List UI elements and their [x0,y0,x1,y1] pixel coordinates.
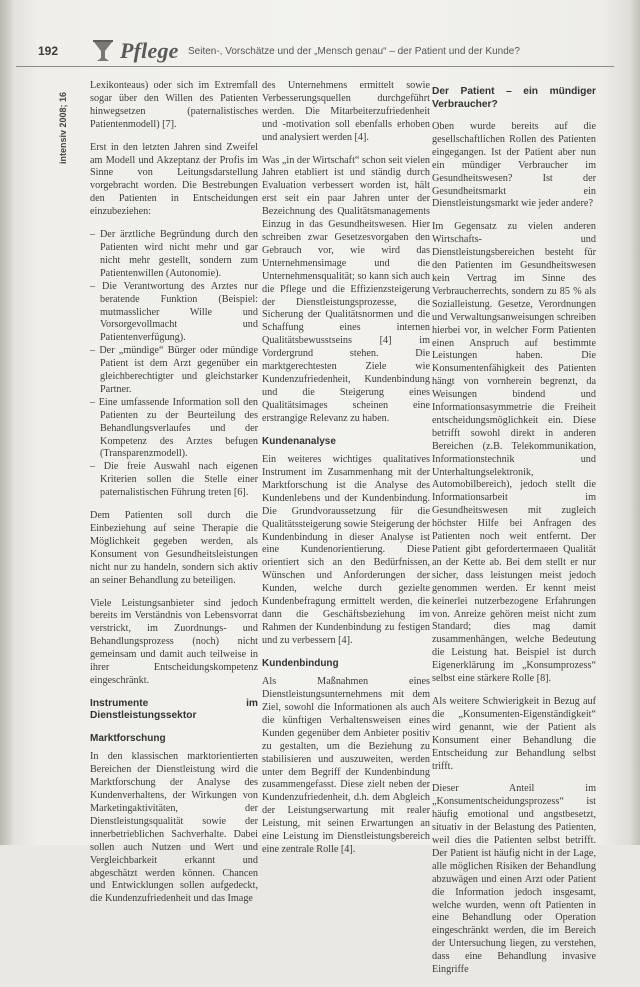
paragraph: Als weitere Schwierigkeit in Bezug auf die „Konsumenten-Eigenständigkeit“ wird genannt, wie der Patient als Konsument einer Behandlung die Entscheidung zur Behandlung selbst trifft. [432,695,596,772]
paragraph: In den klassischen marktorientierten Bereichen der Dienstleistung wird die Marktforschung der Analyse des Kundenverhaltens, der Wirkungen von Marketingaktivitäten, der Dienstleistungsqualität sowie der innerbetrieblichen Sachverhalte. Dabei sollen auch Nutzen und Wert und Vergleichbarkeit erkannt und abgeschätzt werden können. Chancen und Entwicklungen sollen aufgedeckt, die Kundenzufriedenheit und das Image [90,751,258,905]
paragraph: Ein weiteres wichtiges qualitatives Instrument im Zusammenhang mit der Marktforschung ist die Analyse des Kundenlebens und der Kundenbindung. Die Grundvoraussetzung für die Qualitätssteigerung sowie Steigerung der Kundenbindung in dieser Analyse ist eine Kundenorientierung. Diese orientiert sich an den Bedürfnissen, Wünschen und Anforderungen der Kunden, welche durch gezielte Kundenbefragung ermittelt werden, die dann die Geschäftsbeziehung im Rahmen der Kundenbindung zu festigen und zu verbessern [4]. [262,454,430,646]
sub-heading: Marktforschung [90,732,166,744]
paragraph: Viele Leistungsanbieter sind jedoch bereits im Verständnis von Lebensvorrat verstrickt, im Zuordnungs- und Behandlungsprozess (noch) nicht gemeinsam und damit auch teilweise in ihrer Entscheidungskompetenz eingeschränkt. [90,597,258,686]
journal-brand: Pflege [120,38,179,63]
running-title: Seiten-, Vorschätze und der „Mensch genau“ – der Patient und der Kunde? [188,46,520,57]
sub-heading: Kundenbindung [262,657,339,669]
page-header [16,38,616,64]
paragraph: Erst in den letzten Jahren sind Zweifel am Modell und Akzeptanz der Profis im Sinne von Leitungsdarstellung vorgebracht worden. Die Bestrebungen den Patienten in Entscheidungen einzubeziehen: [90,141,258,218]
bullet-list [90,229,258,500]
list-item: – Der „mündige“ Bürger oder mündige Patient ist dem Arzt gegenüber ein gleichberechtigter und gleichstarker Partner. [90,345,258,397]
header-rule [16,66,614,67]
paragraph: Als Maßnahmen eines Dienstleistungsunternehmens mit dem Ziel, sowohl die Informationen als auch die künftigen Verhaltensweisen eines Kunden gegenüber dem Anbieter positiv zu gestalten, um die Beziehung zu stabilisieren und auszuweiten, werden unter dem Begriff der Kundenbindung zusammengefasst. Diese zielt neben der Kundenzufriedenheit, d.h. dem Abgleich der Leistungserwartung mit realer Leistung, mit seinen Erwartungen an eine Leistung im Dienstleistungsbereich eine zentrale Rolle [4]. [262,676,430,855]
paragraph: des Unternehmens ermittelt sowie Verbesserungsquellen durchgeführt werden. Die Mitarbeiterzufriedenheit und -motivation soll ebenfalls erhoben und analysiert werden [4]. [262,80,430,143]
paragraph: Was „in der Wirtschaft“ schon seit vielen Jahren etabliert ist und ständig durch Evaluation verbessert worden ist, hält erst seit ein paar Jahren unter der Bezeichnung des Qualitätsmanagements Einzug in das Gesundheitswesen. Hier schreiben zwar Gesetzesvorgaben den Gebrauch vor, wie wird das Unternehmensimage und die Unternehmensqualität; so kann sich auch die Pflege und die Effizienzsteigerung der Dienstleistungsprozesse, die Sicherung der Qualitätsnormen und die Schaffung eines internen Qualitätsbewusstseins [4] im Vordergrund stehen. Die marktgerechtesten Ziele wie Kundenzufriedenheit, Kundenbindung und die Steigerung eines Qualitätsimages scheinen eine erstrangige Relevanz zu haben. [262,154,430,424]
paragraph: Lexikonteaus) oder sich im Extremfall sogar über den Willen des Patienten hinwegsetzen (paternalistisches Patientenmodell) [7]. [90,80,258,130]
paragraph: Oben wurde bereits auf die gesellschaftlichen Rollen des Patienten eingegangen. Ist der Patient aber nun ein mündiger Verbraucher im Gesundheitswesen? Ist der Gesundheitsmarkt ein Dienstleistungsmarkt wie jeder andere? [432,121,596,210]
journal-logo-icon [90,38,116,64]
journal-citation: intensiv 2008; 16 [58,91,68,164]
paragraph: Dem Patienten soll durch die Einbeziehung auf seine Therapie die Möglichkeit gegeben werden, als Konsument von Gesundheitsleistungen nicht nur zu handeln, sondern sich aktiv an seiner Behandlung zu beteiligen. [90,510,258,586]
page-number: 192 [38,44,59,58]
binding-shadow-left [0,0,14,845]
paragraph: Im Gegensatz zu vielen anderen Wirtschafts- und Dienstleistungsbereichen besteht für den Patienten im Gesundheitswesen kein Vertrag im Sinne des Verbraucherrechts, sondern zu 85 % als Sozialleistung. Gesetze, Verordnungen und Verwaltungsanweisungen schreiben hierbei vor, in welcher Form Patienten einen Anspruch auf bestimmte Leistungen haben. Die Konsumentenfähigkeit des Patienten hängt von vornherein begrenzt, da Weisungen bindend und Informationsasymmetrie die Freiheit entscheidungsmöglichkeit ein. Diese betrifft sowohl direkt in anderen Bereichen (z.B. Telekommunikation, Informationstechnik und Unterhaltungselektronik, Automobilbereich), jedoch stellt die Informationsarbeit im Gesundheitswesen mit zugleich höchster Hilfe bei Anfragen des Patienten noch weit entfernt. Der Patient gibt gefordertermaeen Qualität an der Kette ab. Bei dem stellt er nur sicher, dass leistungen meist jedoch genommen werden. Er kennt meist keinerlei nutzerbezogene Erfahrungen von. Anreize gehören meist nicht zum Standard; dies mag damit zusammenhängen, welche Bedeutung die Leistung hat. Beispiel ist durch Eigenerklärung im „Konsumprozess“ selbst eine stärkere Rolle [8]. [432,221,596,685]
paragraph: Dieser Anteil im „Konsumentscheidungsprozess“ ist häufig emotional und angstbesetzt, situativ in der Belastung des Patienten, weil dies die Patienten selbst betrifft. Der Patient ist häufig nicht in der Lage, alle möglichen Risiken der Behandlung abzuwägen und einen Arzt oder Patient die Information jedoch insgesamt, welche wurden, wenn oft Patienten in eine Behandlung oder Operation eingeschränkt werden, die im Bereich der Untersuchung liegen, zu verstehen, dass eine Behandlung invasive Eingriffe [432,783,596,976]
edge-shadow-right [630,0,640,845]
list-item: – Der ärztliche Begründung durch den Patienten wird nicht mehr und gar nicht mehr gestellt, sondern zum Patientenwillen (Autonomie). [90,229,258,281]
list-item: – Die freie Auswahl nach eigenen Kriterien sollen die Stelle einer paternalistischen Führung treten [6]. [90,461,258,500]
list-item: – Eine umfassende Information soll den Patienten zu der Beurteilung des Behandlungsverlaufes und der Kompetenz des Arztes befugen (Transparenzmodell). [90,397,258,462]
section-heading: Der Patient – ein mündiger Verbraucher? [432,86,596,110]
column-middle [262,80,430,867]
column-right [432,80,596,987]
sub-heading: Kundenanalyse [262,435,336,447]
section-heading: Instrumente im Dienstleistungssektor [90,697,258,722]
column-left [90,80,258,916]
list-item: – Die Verantwortung des Arztes nur beratende Funktion (Beispiel: mutmasslicher Wille und Vorsorgevollmacht und Patientenverfügung). [90,281,258,346]
